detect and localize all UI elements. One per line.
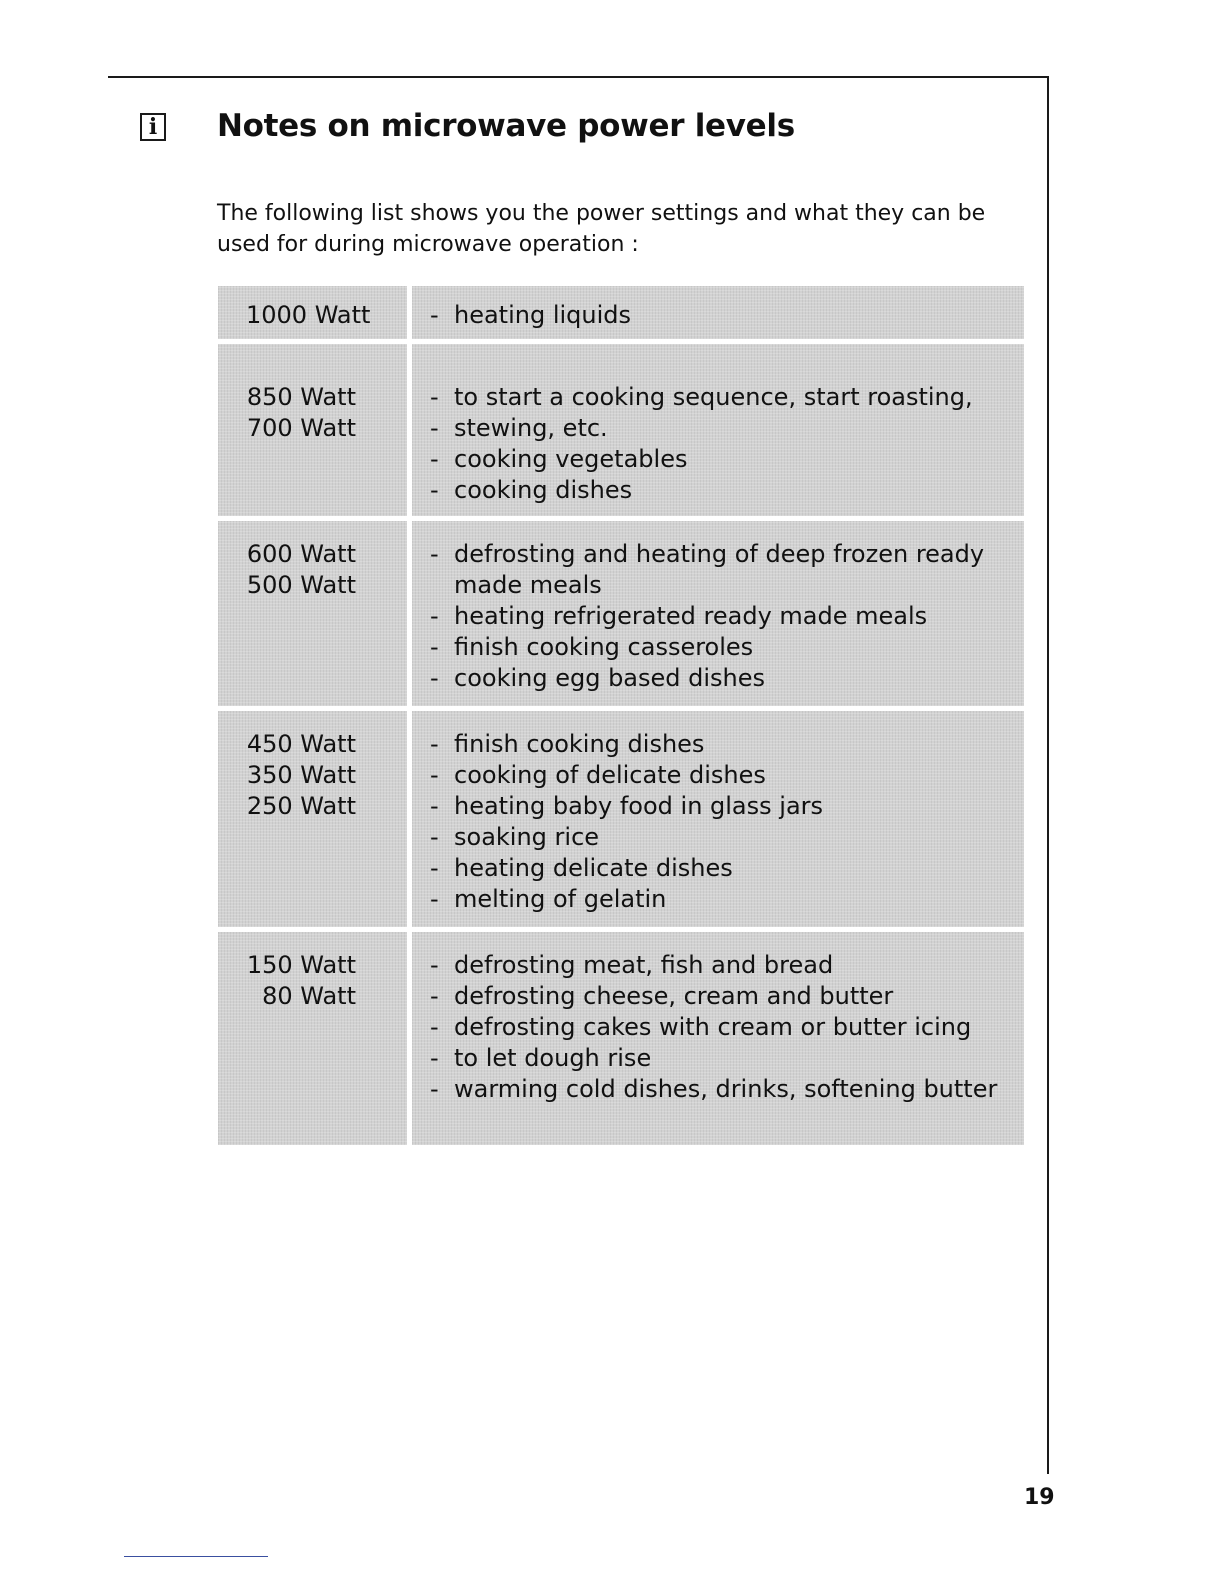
power-level-row xyxy=(218,932,1024,1145)
watt-value: 150 Watt xyxy=(246,951,356,979)
usage-text: melting of gelatin xyxy=(454,885,667,913)
usage-text: made meals xyxy=(454,571,602,599)
power-level-row xyxy=(218,286,1024,339)
usage-item xyxy=(430,1074,1024,1105)
usage-item xyxy=(430,300,1024,331)
usage-text: defrosting cheese, cream and butter xyxy=(454,982,894,1010)
dash-bullet: - xyxy=(430,476,439,504)
intro-paragraph: The following list shows you the power settings and what they can be used for during microwave operation : xyxy=(217,201,986,257)
watt-cell xyxy=(218,711,407,927)
usage-text: cooking of delicate dishes xyxy=(454,761,766,789)
dash-bullet: - xyxy=(430,951,439,979)
dash-bullet: - xyxy=(430,445,439,473)
usage-text: cooking vegetables xyxy=(454,445,688,473)
usage-item xyxy=(430,822,1024,853)
usage-item xyxy=(430,444,1024,475)
usage-text: finish cooking casseroles xyxy=(454,633,754,661)
watt-value: 450 Watt xyxy=(246,730,356,758)
dash-bullet: - xyxy=(430,730,439,758)
usage-text: to let dough rise xyxy=(454,1044,652,1072)
usage-text: heating refrigerated ready made meals xyxy=(454,602,928,630)
usage-cell xyxy=(412,286,1024,339)
dash-bullet: - xyxy=(430,854,439,882)
usage-text: to start a cooking sequence, start roasting, xyxy=(454,383,973,411)
usage-text: defrosting and heating of deep frozen ready xyxy=(454,540,985,568)
dash-bullet: - xyxy=(430,301,439,329)
dash-bullet: - xyxy=(430,633,439,661)
usage-text: heating baby food in glass jars xyxy=(454,792,824,820)
usage-item xyxy=(430,853,1024,884)
usage-item xyxy=(430,981,1024,1012)
footer-rule xyxy=(124,1556,268,1557)
watt-value: 350 Watt xyxy=(246,761,356,789)
usage-item xyxy=(430,663,1024,694)
dash-bullet: - xyxy=(430,885,439,913)
usage-item xyxy=(430,729,1024,760)
usage-text: stewing, etc. xyxy=(454,414,608,442)
usage-cell xyxy=(412,344,1024,516)
power-level-row xyxy=(218,711,1024,927)
watt-value: 250 Watt xyxy=(246,792,356,820)
watt-value: 700 Watt xyxy=(246,414,356,442)
dash-bullet: - xyxy=(430,540,439,568)
watt-cell xyxy=(218,932,407,1145)
dash-bullet: - xyxy=(430,1044,439,1072)
usage-item xyxy=(430,791,1024,822)
usage-item xyxy=(430,601,1024,632)
dash-bullet: - xyxy=(430,982,439,1010)
usage-item xyxy=(430,884,1024,915)
usage-text: finish cooking dishes xyxy=(454,730,705,758)
usage-item xyxy=(430,760,1024,791)
watt-value: 1000 Watt xyxy=(246,301,371,329)
dash-bullet: - xyxy=(430,823,439,851)
power-levels-table xyxy=(218,286,1024,1145)
page-number: 19 xyxy=(1024,1485,1055,1510)
usage-item xyxy=(430,413,1024,444)
right-margin-rule xyxy=(1047,76,1049,1474)
dash-bullet: - xyxy=(430,761,439,789)
usage-item xyxy=(430,1012,1024,1043)
usage-text: cooking egg based dishes xyxy=(454,664,766,692)
watt-value: 500 Watt xyxy=(246,571,356,599)
usage-text: heating delicate dishes xyxy=(454,854,733,882)
usage-item xyxy=(430,475,1024,506)
watt-cell xyxy=(218,286,407,339)
usage-item xyxy=(430,382,1024,413)
usage-cell xyxy=(412,932,1024,1145)
page-title: Notes on microwave power levels xyxy=(217,108,795,144)
dash-bullet: - xyxy=(430,414,439,442)
watt-cell xyxy=(218,521,407,706)
watt-cell xyxy=(218,344,407,516)
top-rule xyxy=(108,76,1048,78)
dash-bullet: - xyxy=(430,602,439,630)
dash-bullet: - xyxy=(430,1075,439,1103)
usage-item xyxy=(430,539,1024,570)
power-level-row xyxy=(218,521,1024,706)
watt-value: 600 Watt xyxy=(246,540,356,568)
info-icon-glyph: i xyxy=(148,114,158,140)
dash-bullet: - xyxy=(430,383,439,411)
usage-item xyxy=(430,950,1024,981)
usage-item xyxy=(430,1043,1024,1074)
dash-bullet: - xyxy=(430,664,439,692)
usage-cell xyxy=(412,711,1024,927)
dash-bullet: - xyxy=(430,1013,439,1041)
usage-item xyxy=(430,632,1024,663)
watt-value: 850 Watt xyxy=(246,383,356,411)
usage-text: defrosting meat, fish and bread xyxy=(454,951,834,979)
info-icon xyxy=(140,113,166,141)
usage-cell xyxy=(412,521,1024,706)
usage-text: cooking dishes xyxy=(454,476,633,504)
usage-text: defrosting cakes with cream or butter icing xyxy=(454,1013,972,1041)
power-level-row xyxy=(218,344,1024,516)
watt-value: 80 Watt xyxy=(262,982,356,1010)
usage-text: warming cold dishes, drinks, softening butter xyxy=(454,1075,998,1103)
dash-bullet: - xyxy=(430,792,439,820)
usage-text: soaking rice xyxy=(454,823,600,851)
usage-item xyxy=(430,570,1024,601)
usage-text: heating liquids xyxy=(454,301,632,329)
